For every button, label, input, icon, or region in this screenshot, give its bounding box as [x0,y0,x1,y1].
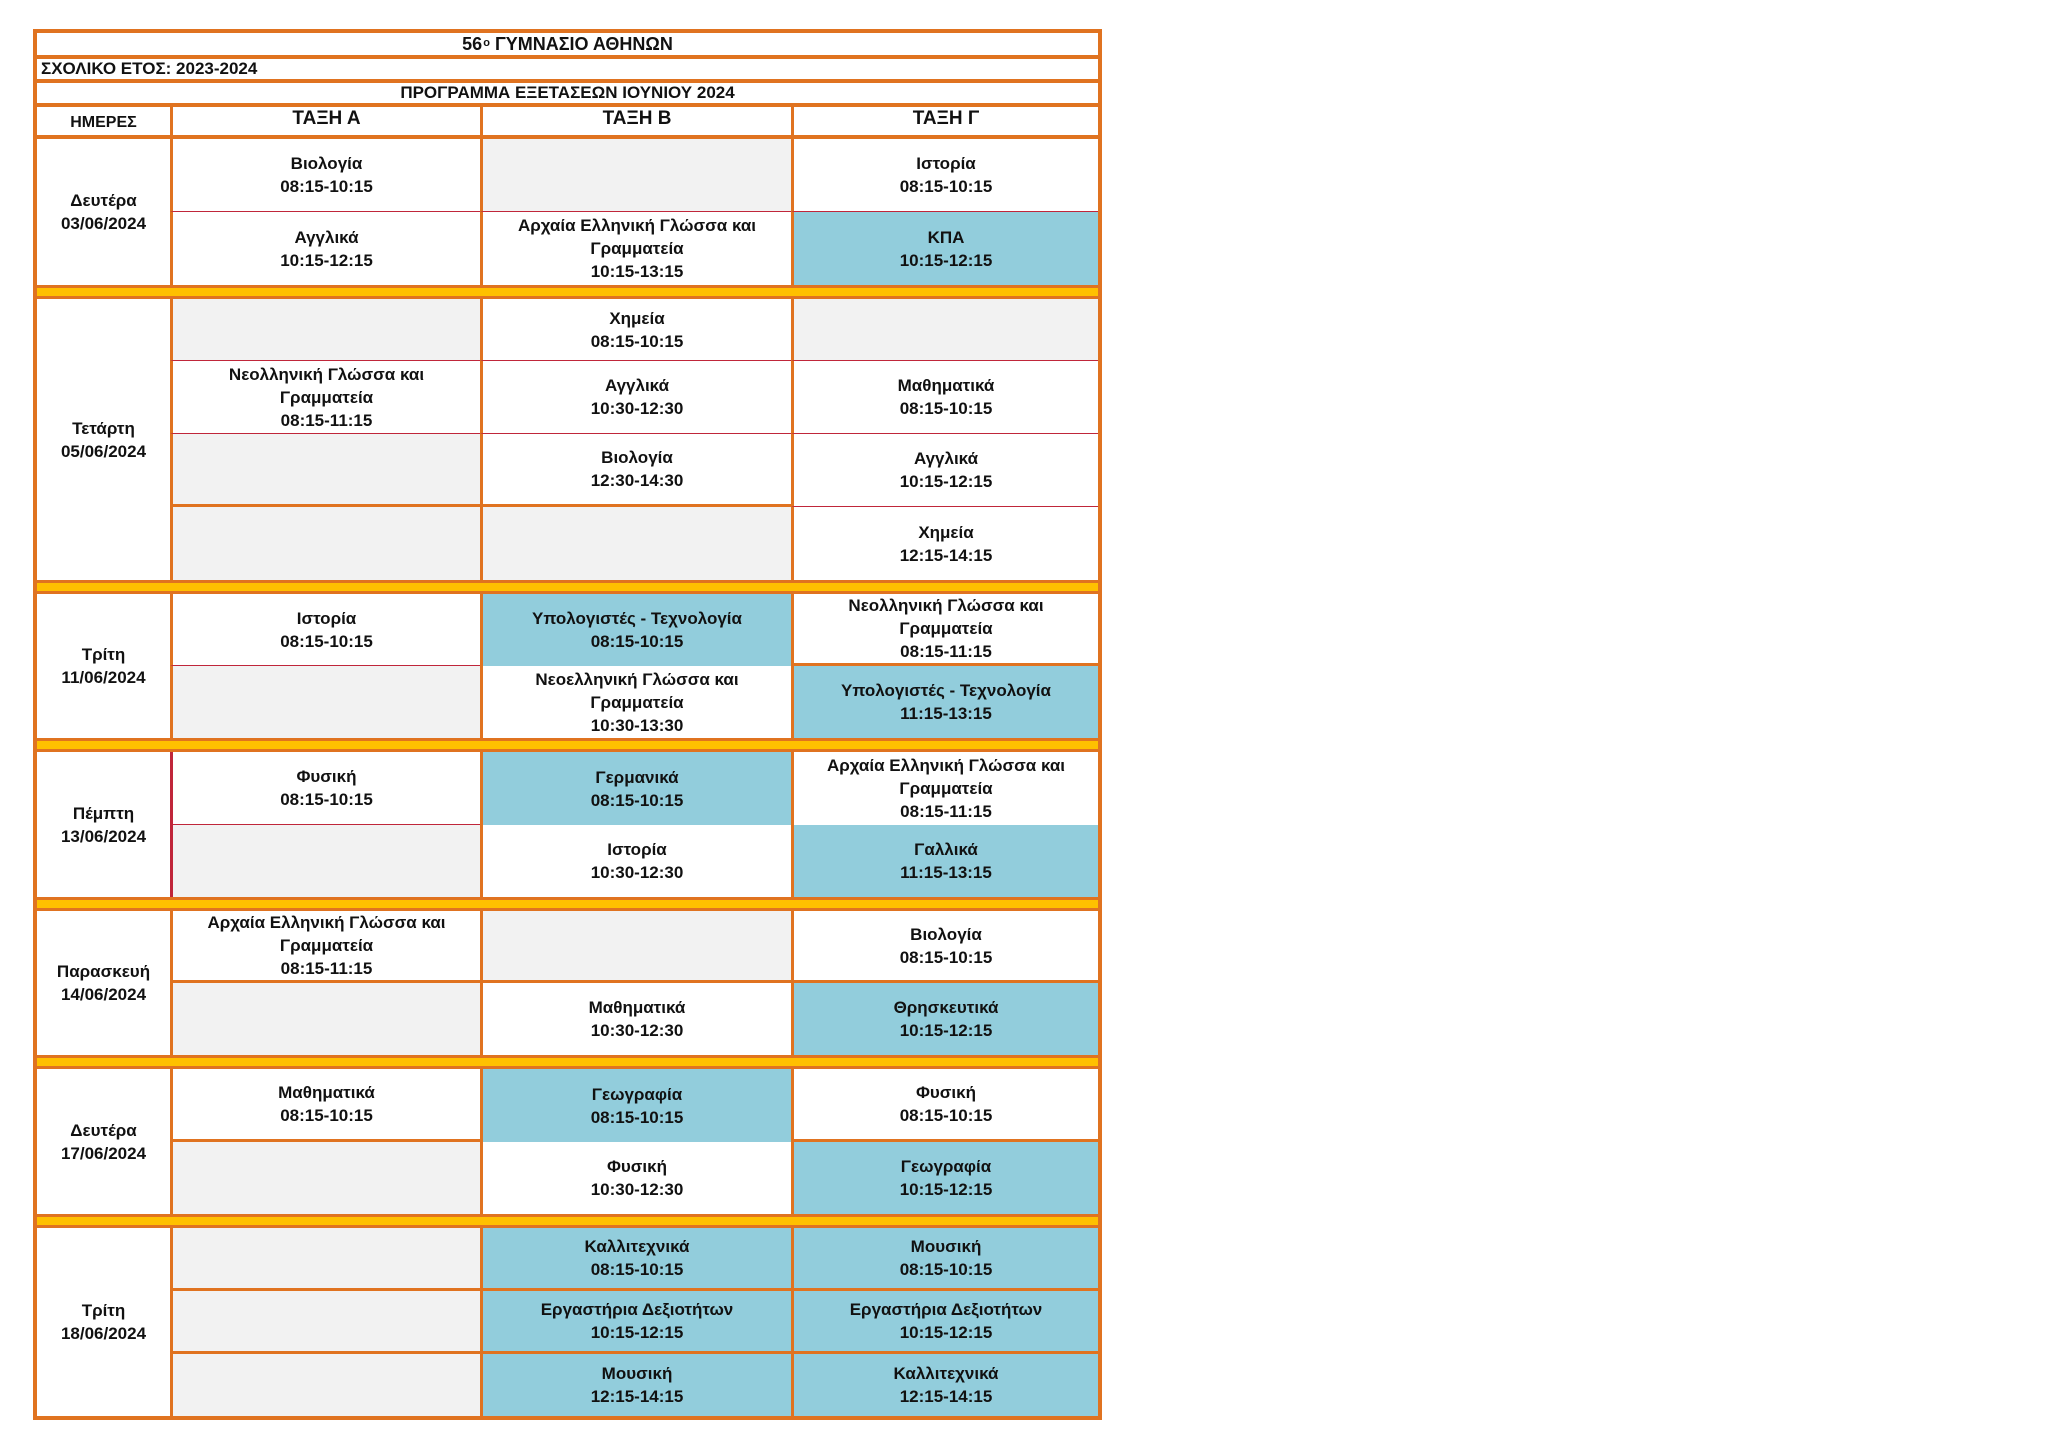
day-date: 17/06/2024 [60,1143,147,1163]
exam-cell [791,507,1098,580]
empty-cell [170,1142,480,1214]
school-year: ΣΧΟΛΙΚΟ ΕΤΟΣ: 2023-2024 [33,59,1102,83]
exam-cell [170,752,480,825]
exam-time: 10:30-12:30 [590,863,684,882]
exam-cell [480,299,791,361]
empty-cell [170,666,480,738]
empty-cell [791,299,1098,361]
exam-cell-highlighted [791,983,1098,1055]
exam-time: 08:15-10:15 [899,947,993,967]
exam-cell [480,434,791,507]
exam-subject: Υπολογιστές - Τεχνολογία [532,609,742,628]
day-cell [37,911,170,1055]
day-cell [37,594,170,738]
exam-time: 08:15-10:15 [280,177,373,196]
exam-cell-highlighted [791,1291,1098,1354]
exam-cell-highlighted [791,212,1098,285]
exam-subject: Βιολογία [601,448,673,467]
exam-time: 12:15-14:15 [590,1387,684,1406]
exam-subject: Θρησκευτικά [893,998,999,1017]
day-date: 13/06/2024 [60,826,147,846]
exam-time: 10:30-13:30 [590,715,684,735]
exam-cell-highlighted [480,752,791,825]
exam-cell [480,212,791,285]
day-cell [37,1069,170,1214]
exam-cell [791,139,1098,212]
exam-subject: Μουσική [910,1237,982,1256]
exam-time: 08:15-10:15 [590,632,684,651]
day-cell [37,139,170,285]
col-header-days: ΗΜΕΡΕΣ [70,114,137,131]
empty-cell [170,983,480,1055]
exam-cell-highlighted [791,1142,1098,1214]
day-cell [37,1228,170,1416]
exam-subject: Βιολογία [910,924,982,944]
exam-cell-highlighted [480,1228,791,1291]
day-name: Τρίτη [81,1301,126,1320]
exam-subject: Μαθηματικά [897,376,995,395]
exam-cell-highlighted [791,1354,1098,1416]
exam-time: 08:15-10:15 [590,331,684,351]
exam-subject: Γερμανικά [595,767,679,787]
exam-subject: Μουσική [601,1364,673,1383]
exam-cell [480,666,791,738]
exam-time: 08:15-10:15 [899,177,993,196]
day-separator [33,897,1102,911]
empty-cell [170,825,480,897]
day-separator [33,285,1102,299]
exam-time: 10:15-12:15 [590,1323,684,1342]
exam-subject: Νεοελληνική Γλώσσα και Γραμματεία [535,669,739,712]
school-title [33,29,1102,59]
exam-time: 10:30-12:30 [590,1180,684,1199]
exam-subject: Μαθηματικά [278,1083,375,1102]
empty-cell [480,911,791,983]
col-header-class-b: ΤΑΞΗ Β [480,107,791,135]
exam-subject: Νεολληνική Γλώσσα και Γραμματεία [228,364,425,407]
empty-cell [480,139,791,212]
exam-cell [170,1069,480,1142]
exam-cell [791,1069,1098,1142]
exam-subject: Αγγλικά [604,376,670,395]
exam-time: 08:15-10:15 [590,1260,684,1279]
school-title-name: ΓΥΜΝΑΣΙΟ ΑΘΗΝΩΝ [494,33,673,54]
exam-time: 08:15-11:15 [280,959,373,978]
exam-time: 10:15-12:15 [899,1021,993,1040]
exam-time: 08:15-11:15 [280,410,373,430]
exam-cell-highlighted [480,1354,791,1416]
day-name: Παρασκευή [56,962,151,981]
exam-cell [480,1142,791,1214]
day-name: Πέμπτη [72,803,135,823]
empty-cell [170,507,480,580]
exam-subject: Φυσική [606,1157,668,1176]
school-title-ordinal: ο [483,37,490,49]
day-block [33,911,1102,1055]
day-date: 05/06/2024 [60,441,147,461]
empty-cell [170,299,480,361]
empty-cell [170,1354,480,1416]
exam-cell [791,434,1098,507]
empty-cell [170,1228,480,1291]
exam-subject: Καλλιτεχνικά [893,1364,999,1383]
exam-subject: Ιστορία [296,608,357,628]
empty-cell [480,507,791,580]
exam-cell-highlighted [791,666,1098,738]
exam-cell [170,594,480,666]
exam-subject: Νεολληνική Γλώσσα και Γραμματεία [848,596,1044,638]
exam-subject: Υπολογιστές - Τεχνολογία [841,681,1051,700]
day-block [33,594,1102,738]
exam-subject: ΚΠΑ [927,227,965,247]
day-name: Τετάρτη [72,418,135,438]
exam-subject: Χημεία [918,522,974,542]
exam-cell [170,212,480,285]
exam-time: 10:15-12:15 [899,1180,993,1199]
exam-subject: Γαλλικά [914,840,978,859]
school-title-number: 56 [462,33,483,54]
exam-cell [480,825,791,897]
day-cell [37,752,170,897]
exam-time: 10:15-12:15 [899,1323,993,1342]
exam-schedule-sheet [33,29,1102,1420]
exam-subject: Εργαστήρια Δεξιοτήτων [849,1300,1043,1319]
exam-cell-highlighted [791,1228,1098,1291]
exam-subject: Χημεία [609,308,665,328]
day-name: Δευτέρα [70,191,137,210]
exam-time: 12:15-14:15 [899,1387,993,1406]
exam-subject: Ιστορία [607,840,667,859]
day-name: Δευτέρα [70,1120,137,1140]
exam-cell-highlighted [791,825,1098,897]
exam-time: 12:15-14:15 [899,545,993,565]
exam-subject: Εργαστήρια Δεξιοτήτων [540,1300,734,1319]
day-separator [33,580,1102,594]
exam-subject: Αρχαία Ελληνική Γλώσσα και Γραμματεία [826,756,1066,798]
exam-time: 08:15-10:15 [280,790,373,809]
exam-time: 08:15-10:15 [899,1106,993,1125]
exam-time: 08:15-10:15 [590,1107,684,1127]
day-date: 03/06/2024 [60,214,147,233]
day-date: 11/06/2024 [61,668,146,687]
exam-subject: Καλλιτεχνικά [584,1237,690,1256]
empty-cell [170,434,480,507]
exam-cell [480,361,791,434]
exam-time: 08:15-10:15 [899,1260,993,1279]
exam-time: 12:30-14:30 [590,471,684,490]
exam-time: 10:30-12:30 [590,399,684,418]
exam-subject: Φυσική [915,1083,977,1102]
exam-cell [791,752,1098,825]
exam-time: 10:15-12:15 [899,472,993,491]
exam-cell [170,911,480,983]
program-title: ΠΡΟΓΡΑΜΜΑ ΕΞΕΤΑΣΕΩΝ ΙΟΥΝΙΟΥ 2024 [33,83,1102,107]
exam-cell-highlighted [480,1291,791,1354]
exam-subject: Αρχαία Ελληνική Γλώσσα και Γραμματεία [207,913,446,955]
exam-time: 08:15-10:15 [899,399,993,418]
exam-subject: Βιολογία [290,154,363,173]
exam-subject: Ιστορία [916,154,976,173]
day-cell [37,299,170,580]
exam-time: 10:30-12:30 [590,1021,684,1040]
day-separator [33,1214,1102,1228]
exam-time: 10:15-13:15 [590,262,684,281]
day-block [33,139,1102,285]
exam-subject: Μαθηματικά [588,998,686,1017]
exam-cell [480,983,791,1055]
exam-cell [791,361,1098,434]
exam-time: 08:15-10:15 [280,1106,373,1125]
exam-cell [791,594,1098,666]
day-block [33,299,1102,580]
day-separator [33,1055,1102,1069]
column-header-row [33,107,1102,139]
exam-subject: Γεωγραφία [591,1084,683,1104]
exam-subject: Αγγλικά [913,449,979,468]
empty-cell [170,1291,480,1354]
day-name: Τρίτη [81,645,126,664]
exam-time: 08:15-11:15 [900,802,992,821]
exam-time: 08:15-10:15 [280,631,373,651]
day-block [33,1228,1102,1420]
exam-subject: Αρχαία Ελληνική Γλώσσα και Γραμματεία [517,216,757,258]
exam-time: 08:15-10:15 [590,790,684,810]
day-block [33,1069,1102,1214]
col-header-class-c: ΤΑΞΗ Γ [791,107,1098,135]
exam-cell [791,911,1098,983]
day-block [33,752,1102,897]
exam-time: 10:15-12:15 [899,250,993,270]
col-header-class-a: ΤΑΞΗ Α [170,107,480,135]
day-date: 18/06/2024 [60,1324,147,1343]
exam-cell [170,361,480,434]
day-date: 14/06/2024 [60,985,147,1004]
exam-cell [170,139,480,212]
exam-subject: Γεωγραφία [900,1157,992,1176]
exam-time: 11:15-13:15 [900,863,992,882]
exam-time: 10:15-12:15 [280,250,373,270]
day-separator [33,738,1102,752]
exam-time: 11:15-13:15 [900,704,992,723]
exam-cell-highlighted [480,594,791,666]
exam-subject: Φυσική [296,767,357,786]
exam-time: 08:15-11:15 [900,642,992,661]
exam-cell-highlighted [480,1069,791,1142]
exam-subject: Αγγλικά [294,227,359,247]
